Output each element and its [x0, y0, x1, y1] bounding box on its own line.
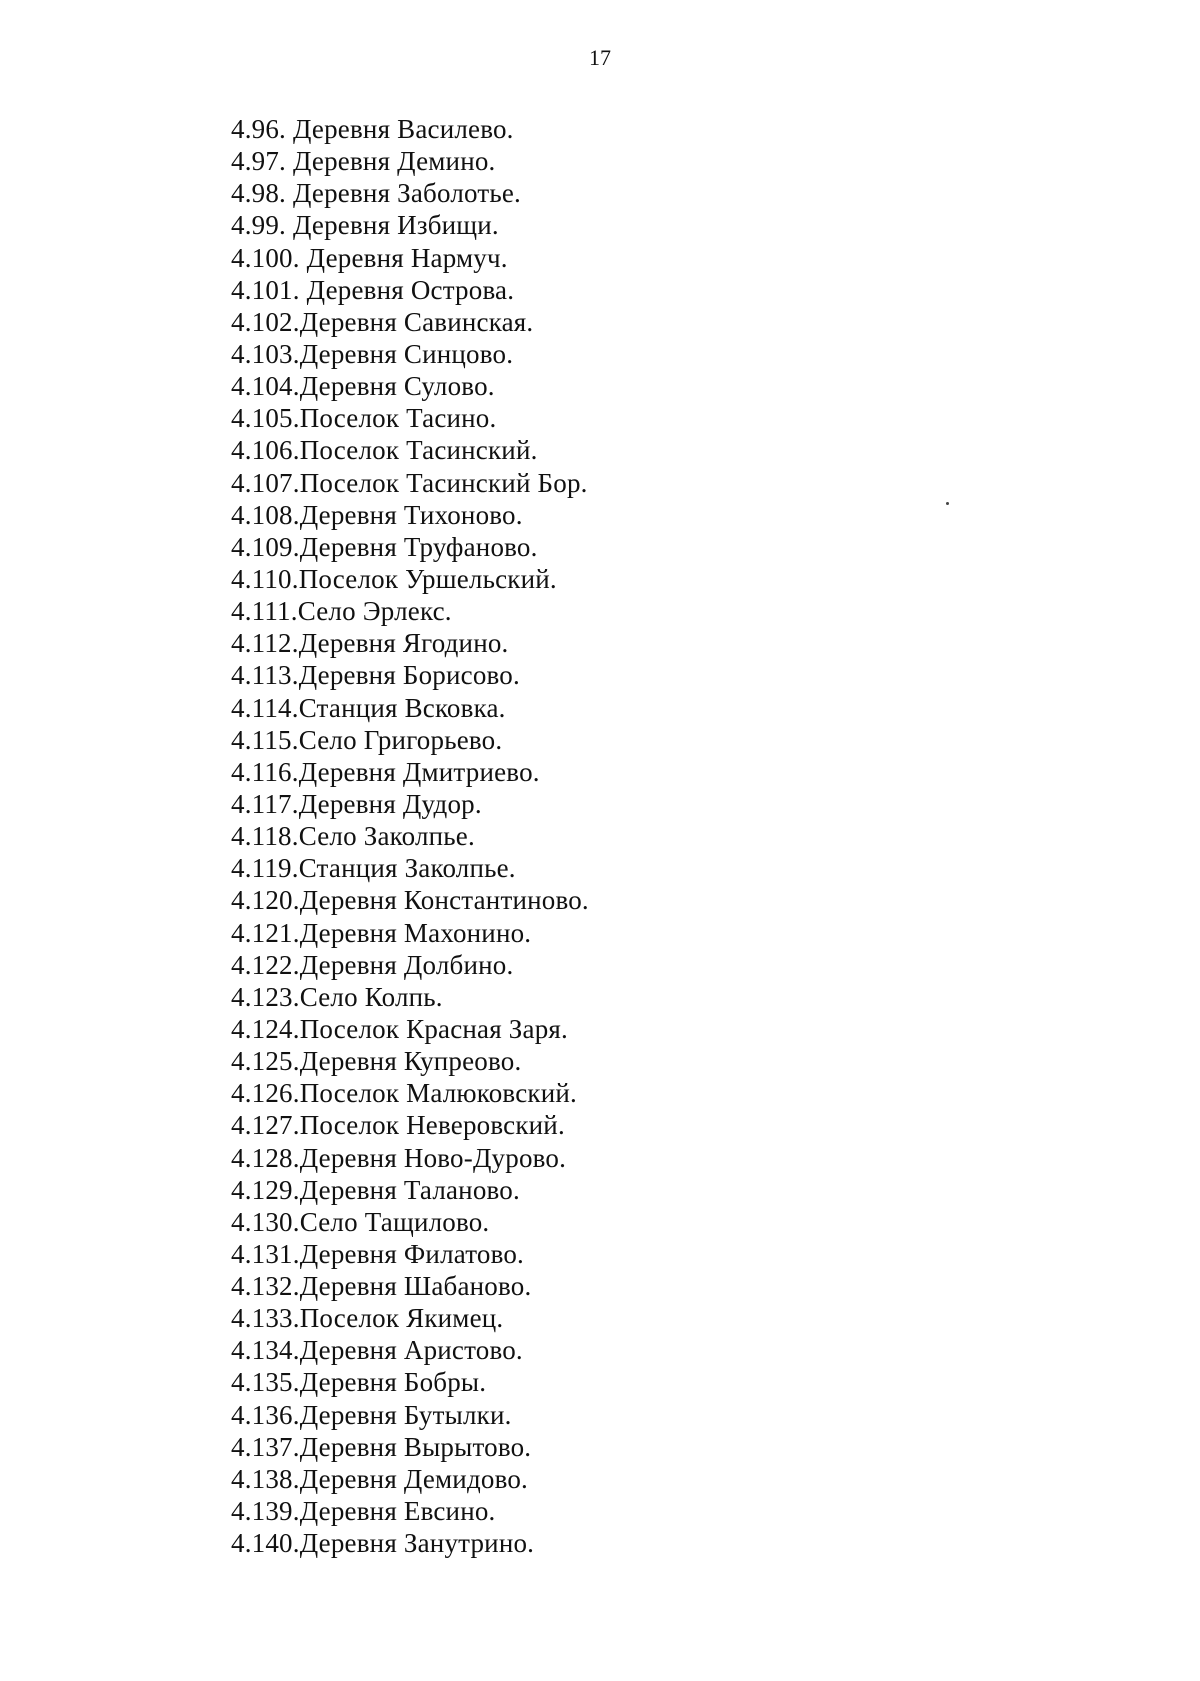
item-number: 4.131. — [231, 1238, 300, 1269]
list-item — [231, 852, 589, 884]
item-number: 4.102. — [231, 306, 300, 337]
item-name: Деревня Купреово. — [299, 1046, 522, 1077]
item-number: 4.110. — [231, 563, 299, 594]
list-item — [231, 1463, 589, 1495]
item-name: Деревня Ново-Дурово. — [299, 1142, 567, 1173]
page-number: 17 — [589, 45, 611, 70]
item-number: 4.135. — [231, 1367, 300, 1398]
item-name: Село Колпь. — [299, 981, 443, 1012]
item-name: Деревня Долбино. — [299, 949, 514, 980]
list-item — [231, 884, 589, 916]
item-number: 4.123. — [231, 981, 300, 1012]
item-number: 4.119. — [231, 853, 299, 884]
item-name: Деревня Бобры. — [299, 1367, 487, 1398]
item-number: 4.125. — [231, 1046, 300, 1077]
item-name: Деревня Острова. — [299, 274, 515, 305]
list-item — [231, 1013, 589, 1045]
list-item — [231, 113, 589, 145]
item-name: Деревня Евсино. — [299, 1496, 496, 1527]
item-name: Поселок Тасино. — [299, 403, 497, 434]
item-number: 4.136. — [231, 1399, 300, 1430]
item-name: Поселок Тасинский. — [299, 435, 538, 466]
list-item — [231, 499, 589, 531]
item-name: Станция Всковка. — [298, 692, 506, 723]
item-number: 4.107. — [231, 467, 300, 498]
item-number: 4.103. — [231, 338, 300, 369]
list-item — [231, 1077, 589, 1109]
list-item — [231, 306, 589, 338]
item-name: Станция Заколпье. — [298, 853, 516, 884]
list-item — [231, 1366, 589, 1398]
list-item — [231, 1527, 589, 1559]
item-number: 4.99. — [231, 210, 286, 241]
item-name: Поселок Неверовский. — [299, 1110, 565, 1141]
list-item — [231, 242, 589, 274]
item-name: Деревня Филатово. — [299, 1238, 524, 1269]
item-number: 4.121. — [231, 917, 300, 948]
item-number: 4.113. — [231, 660, 299, 691]
list-item — [231, 627, 589, 659]
list-item — [231, 724, 589, 756]
item-number: 4.130. — [231, 1206, 300, 1237]
item-name: Деревня Тихоново. — [299, 499, 523, 530]
item-name: Поселок Якимец. — [299, 1303, 504, 1334]
list-item — [231, 1334, 589, 1366]
list-item — [231, 274, 589, 306]
scan-speck — [946, 502, 949, 505]
item-name: Деревня Константиново. — [299, 885, 589, 916]
item-number: 4.96. — [231, 114, 286, 144]
list-item — [231, 1431, 589, 1463]
list-item — [231, 1142, 589, 1174]
list-item — [231, 177, 589, 209]
list-item — [231, 1302, 589, 1334]
item-name: Поселок Малюковский. — [299, 1078, 577, 1109]
list-item — [231, 1045, 589, 1077]
list-item — [231, 1399, 589, 1431]
item-name: Поселок Уршельский. — [298, 563, 557, 594]
list-item — [231, 1174, 589, 1206]
item-number: 4.124. — [231, 1013, 300, 1044]
list-item — [231, 467, 589, 499]
item-name: Село Тащилово. — [299, 1206, 490, 1237]
item-name: Деревня Дмитриево. — [298, 756, 540, 787]
item-number: 4.108. — [231, 499, 300, 530]
item-name: Деревня Нармуч. — [299, 242, 508, 273]
item-name: Деревня Занутрино. — [299, 1528, 535, 1559]
item-name: Деревня Труфаново. — [299, 531, 538, 562]
item-number: 4.105. — [231, 403, 300, 434]
item-number: 4.116. — [231, 756, 299, 787]
item-name: Деревня Савинская. — [299, 306, 534, 337]
list-item — [231, 981, 589, 1013]
item-name: Деревня Сулово. — [299, 371, 495, 402]
list-item — [231, 531, 589, 563]
item-number: 4.112. — [231, 628, 299, 659]
item-name: Деревня Ягодино. — [298, 628, 509, 659]
item-name: Поселок Красная Заря. — [299, 1013, 568, 1044]
list-item — [231, 659, 589, 691]
item-number: 4.114. — [231, 692, 299, 723]
item-number: 4.111. — [231, 596, 298, 627]
item-name: Деревня Избищи. — [286, 210, 499, 241]
item-name: Деревня Заболотье. — [286, 178, 521, 209]
list-item — [231, 1238, 589, 1270]
item-name: Деревня Шабаново. — [299, 1271, 532, 1302]
item-number: 4.104. — [231, 371, 300, 402]
item-number: 4.106. — [231, 435, 300, 466]
settlement-list — [231, 113, 589, 1559]
item-name: Деревня Синцово. — [299, 338, 514, 369]
item-number: 4.140. — [231, 1528, 300, 1559]
list-item — [231, 820, 589, 852]
item-number: 4.139. — [231, 1496, 300, 1527]
item-number: 4.115. — [231, 724, 299, 755]
list-item — [231, 145, 589, 177]
item-number: 4.117. — [231, 788, 299, 819]
item-number: 4.133. — [231, 1303, 300, 1334]
list-item — [231, 1270, 589, 1302]
item-name: Деревня Махонино. — [299, 917, 532, 948]
item-name: Село Эрлекс. — [297, 596, 452, 627]
list-item — [231, 434, 589, 466]
list-item — [231, 756, 589, 788]
item-number: 4.101. — [231, 274, 300, 305]
item-number: 4.132. — [231, 1271, 300, 1302]
item-number: 4.134. — [231, 1335, 300, 1366]
item-number: 4.129. — [231, 1174, 300, 1205]
list-item — [231, 209, 589, 241]
item-number: 4.122. — [231, 949, 300, 980]
list-item — [231, 402, 589, 434]
item-number: 4.118. — [231, 821, 299, 852]
item-name: Деревня Борисово. — [298, 660, 520, 691]
list-item — [231, 1495, 589, 1527]
item-number: 4.126. — [231, 1078, 300, 1109]
list-item — [231, 692, 589, 724]
item-name: Село Григорьево. — [298, 724, 503, 755]
item-name: Деревня Бутылки. — [299, 1399, 512, 1430]
item-number: 4.97. — [231, 146, 286, 177]
list-item — [231, 338, 589, 370]
item-name: Деревня Вырытово. — [299, 1431, 532, 1462]
item-name: Деревня Демино. — [286, 146, 496, 177]
item-name: Деревня Демидово. — [299, 1463, 529, 1494]
list-item — [231, 595, 589, 627]
item-name: Деревня Аристово. — [299, 1335, 523, 1366]
item-number: 4.128. — [231, 1142, 300, 1173]
list-item — [231, 949, 589, 981]
item-number: 4.137. — [231, 1431, 300, 1462]
item-name: Поселок Тасинский Бор. — [299, 467, 588, 498]
item-number: 4.109. — [231, 531, 300, 562]
list-item — [231, 788, 589, 820]
item-name: Деревня Василево. — [286, 114, 514, 144]
list-item — [231, 370, 589, 402]
item-number: 4.138. — [231, 1463, 300, 1494]
item-name: Село Заколпье. — [298, 821, 475, 852]
list-item — [231, 1109, 589, 1141]
item-number: 4.127. — [231, 1110, 300, 1141]
item-name: Деревня Таланово. — [299, 1174, 520, 1205]
item-number: 4.98. — [231, 178, 286, 209]
item-number: 4.120. — [231, 885, 300, 916]
item-number: 4.100. — [231, 242, 300, 273]
list-item — [231, 1206, 589, 1238]
list-item — [231, 563, 589, 595]
list-item — [231, 917, 589, 949]
item-name: Деревня Дудор. — [298, 788, 482, 819]
